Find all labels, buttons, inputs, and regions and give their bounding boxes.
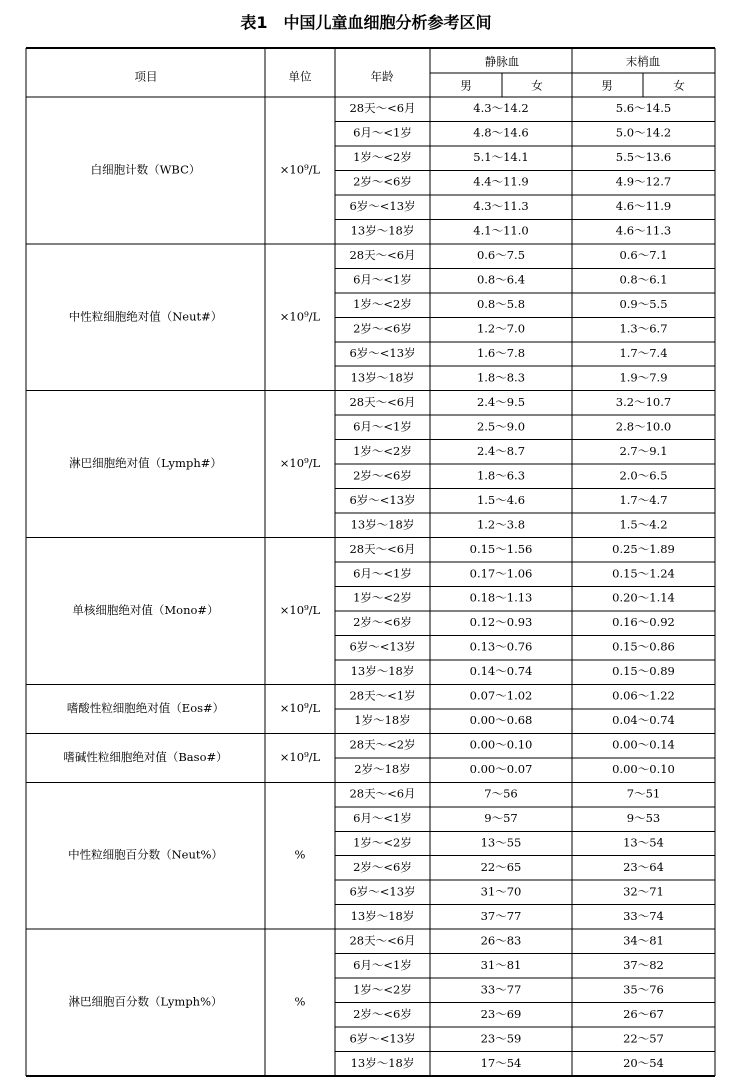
venous-value-cell: 4.1～11.0	[473, 223, 529, 238]
venous-value-cell: 0.00～0.68	[469, 713, 533, 728]
capillary-value-cell: 0.04～0.74	[612, 713, 675, 728]
age-cell: 6月～<1岁	[353, 957, 412, 972]
capillary-value-cell: 0.15～0.86	[612, 639, 675, 654]
header-venous-male: 男	[460, 78, 472, 93]
group-unit: ×10⁹/L	[279, 602, 321, 617]
venous-value-cell: 0.8～5.8	[476, 297, 526, 312]
age-cell: 2岁～18岁	[354, 762, 411, 777]
age-cell: 1岁～<2岁	[353, 835, 412, 850]
capillary-value-cell: 5.5～13.6	[615, 150, 672, 165]
age-cell: 6岁～<13岁	[349, 639, 416, 654]
venous-value-cell: 7～56	[484, 786, 518, 801]
age-cell: 28天～<6月	[349, 933, 416, 948]
venous-value-cell: 5.1～14.1	[473, 150, 529, 165]
age-cell: 28天～<6月	[349, 101, 416, 116]
venous-value-cell: 0.00～0.10	[469, 737, 533, 752]
group-unit: ×10⁹/L	[279, 456, 321, 471]
age-cell: 13岁～18岁	[350, 908, 415, 923]
header-capillary: 末梢血	[625, 54, 661, 69]
venous-value-cell: 0.00～0.07	[469, 762, 533, 777]
age-cell: 2岁～<6岁	[353, 468, 412, 483]
capillary-value-cell: 0.6～7.1	[619, 248, 668, 263]
age-cell: 13岁～18岁	[350, 1055, 415, 1070]
age-cell: 2岁～<6岁	[353, 615, 412, 630]
age-cell: 6岁～<13岁	[349, 345, 416, 360]
capillary-value-cell: 13～54	[623, 835, 664, 850]
age-cell: 1岁～<2岁	[353, 982, 412, 997]
age-cell: 1岁～<2岁	[353, 443, 412, 458]
venous-value-cell: 4.8～14.6	[473, 125, 529, 140]
capillary-value-cell: 0.9～5.5	[619, 297, 668, 312]
venous-value-cell: 4.3～14.2	[473, 101, 529, 116]
page-title: 表1 中国儿童血细胞分析参考区间	[240, 13, 492, 32]
age-cell: 6岁～<13岁	[349, 1031, 416, 1046]
capillary-value-cell: 2.7～9.1	[619, 443, 668, 458]
venous-value-cell: 37～77	[480, 908, 522, 923]
venous-value-cell: 0.18～1.13	[469, 590, 533, 605]
venous-value-cell: 2.4～9.5	[476, 394, 526, 409]
capillary-value-cell: 0.00～0.10	[612, 762, 675, 777]
age-cell: 1岁～18岁	[354, 713, 411, 728]
venous-value-cell: 9～57	[484, 811, 518, 826]
venous-value-cell: 33～77	[480, 982, 522, 997]
capillary-value-cell: 23～64	[623, 859, 664, 874]
venous-value-cell: 0.07～1.02	[469, 688, 533, 703]
age-cell: 13岁～18岁	[350, 664, 415, 679]
age-cell: 2岁～<6岁	[353, 859, 412, 874]
capillary-value-cell: 1.5～4.2	[619, 517, 668, 532]
venous-value-cell: 31～70	[480, 884, 522, 899]
age-cell: 28天～<6月	[349, 541, 416, 556]
group-name: 单核细胞绝对值（Mono#）	[72, 602, 219, 617]
venous-value-cell: 31～81	[480, 957, 522, 972]
capillary-value-cell: 4.9～12.7	[615, 174, 672, 189]
capillary-value-cell: 1.9～7.9	[619, 370, 668, 385]
venous-value-cell: 0.6～7.5	[476, 248, 526, 263]
age-cell: 6月～<1岁	[353, 125, 412, 140]
venous-value-cell: 0.14～0.74	[469, 664, 533, 679]
group-name: 中性粒细胞百分数（Neut%）	[68, 847, 223, 862]
age-cell: 28天～<6月	[349, 786, 416, 801]
capillary-value-cell: 0.06～1.22	[612, 688, 675, 703]
venous-value-cell: 13～55	[480, 835, 522, 850]
venous-value-cell: 4.4～11.9	[473, 174, 529, 189]
capillary-value-cell: 4.6～11.3	[615, 223, 672, 238]
capillary-value-cell: 22～57	[623, 1031, 664, 1046]
age-cell: 6月～<1岁	[353, 566, 412, 581]
capillary-value-cell: 0.8～6.1	[619, 272, 668, 287]
capillary-value-cell: 9～53	[626, 811, 661, 826]
capillary-value-cell: 20～54	[623, 1055, 664, 1070]
capillary-value-cell: 32～71	[623, 884, 664, 899]
venous-value-cell: 26～83	[480, 933, 522, 948]
age-cell: 6岁～<13岁	[349, 199, 416, 214]
capillary-value-cell: 35～76	[623, 982, 664, 997]
venous-value-cell: 0.12～0.93	[469, 615, 533, 630]
header-item: 项目	[134, 69, 158, 84]
venous-value-cell: 1.8～8.3	[476, 370, 526, 385]
age-cell: 6岁～<13岁	[349, 492, 416, 507]
group-name: 嗜碱性粒细胞绝对值（Baso#）	[63, 749, 228, 764]
capillary-value-cell: 0.15～0.89	[612, 664, 675, 679]
group-name: 淋巴细胞绝对值（Lymph#）	[69, 456, 222, 471]
age-cell: 28天～<1岁	[349, 688, 416, 703]
age-cell: 6岁～<13岁	[349, 884, 416, 899]
venous-value-cell: 1.2～7.0	[476, 321, 526, 336]
capillary-value-cell: 0.25～1.89	[612, 541, 675, 556]
capillary-value-cell: 0.15～1.24	[612, 566, 675, 581]
age-cell: 1岁～<2岁	[353, 150, 412, 165]
age-cell: 6月～<1岁	[353, 419, 412, 434]
capillary-value-cell: 1.7～4.7	[619, 492, 668, 507]
age-cell: 13岁～18岁	[350, 370, 415, 385]
capillary-value-cell: 0.00～0.14	[612, 737, 675, 752]
capillary-value-cell: 34～81	[623, 933, 664, 948]
venous-value-cell: 2.5～9.0	[476, 419, 526, 434]
age-cell: 28天～<6月	[349, 248, 416, 263]
age-cell: 2岁～<6岁	[353, 321, 412, 336]
venous-value-cell: 1.8～6.3	[476, 468, 526, 483]
capillary-value-cell: 7～51	[626, 786, 661, 801]
age-cell: 13岁～18岁	[350, 517, 415, 532]
header-venous-female: 女	[531, 78, 543, 93]
capillary-value-cell: 2.0～6.5	[619, 468, 668, 483]
age-cell: 13岁～18岁	[350, 223, 415, 238]
venous-value-cell: 17～54	[480, 1055, 522, 1070]
capillary-value-cell: 33～74	[623, 908, 664, 923]
capillary-value-cell: 26～67	[623, 1006, 664, 1021]
group-unit: %	[294, 994, 306, 1009]
age-cell: 2岁～<6岁	[353, 174, 412, 189]
venous-value-cell: 0.13～0.76	[469, 639, 533, 654]
venous-value-cell: 0.17～1.06	[469, 566, 533, 581]
venous-value-cell: 23～69	[480, 1006, 522, 1021]
capillary-value-cell: 37～82	[623, 957, 664, 972]
header-capillary-female: 女	[673, 78, 685, 93]
header-capillary-male: 男	[601, 78, 613, 93]
group-name: 嗜酸性粒细胞绝对值（Eos#）	[66, 700, 225, 715]
capillary-value-cell: 5.0～14.2	[615, 125, 672, 140]
venous-value-cell: 22～65	[480, 859, 522, 874]
capillary-value-cell: 1.7～7.4	[619, 345, 668, 360]
venous-value-cell: 1.2～3.8	[476, 517, 526, 532]
capillary-value-cell: 2.8～10.0	[615, 419, 672, 434]
age-cell: 2岁～<6岁	[353, 1006, 412, 1021]
age-cell: 1岁～<2岁	[353, 590, 412, 605]
group-name: 白细胞计数（WBC）	[90, 162, 201, 177]
group-name: 淋巴细胞百分数（Lymph%）	[68, 994, 223, 1009]
age-cell: 28天～<2岁	[349, 737, 416, 752]
group-unit: ×10⁹/L	[279, 162, 321, 177]
group-name: 中性粒细胞绝对值（Neut#）	[68, 309, 223, 324]
group-unit: ×10⁹/L	[279, 749, 321, 764]
capillary-value-cell: 0.20～1.14	[612, 590, 675, 605]
header-venous: 静脉血	[484, 54, 520, 69]
age-cell: 1岁～<2岁	[353, 297, 412, 312]
venous-value-cell: 1.5～4.6	[476, 492, 526, 507]
venous-value-cell: 1.6～7.8	[476, 345, 526, 360]
venous-value-cell: 0.15～1.56	[469, 541, 533, 556]
capillary-value-cell: 5.6～14.5	[615, 101, 672, 116]
capillary-value-cell: 3.2～10.7	[615, 394, 672, 409]
header-unit: 单位	[288, 69, 312, 84]
group-unit: ×10⁹/L	[279, 309, 321, 324]
capillary-value-cell: 4.6～11.9	[615, 199, 672, 214]
group-unit: %	[294, 847, 306, 862]
venous-value-cell: 0.8～6.4	[476, 272, 526, 287]
capillary-value-cell: 0.16～0.92	[612, 615, 675, 630]
capillary-value-cell: 1.3～6.7	[619, 321, 668, 336]
header-age: 年龄	[370, 69, 394, 84]
venous-value-cell: 23～59	[480, 1031, 522, 1046]
group-unit: ×10⁹/L	[279, 700, 321, 715]
venous-value-cell: 4.3～11.3	[473, 199, 529, 214]
venous-value-cell: 2.4～8.7	[476, 443, 526, 458]
age-cell: 6月～<1岁	[353, 272, 412, 287]
age-cell: 28天～<6月	[349, 394, 416, 409]
age-cell: 6月～<1岁	[353, 811, 412, 826]
